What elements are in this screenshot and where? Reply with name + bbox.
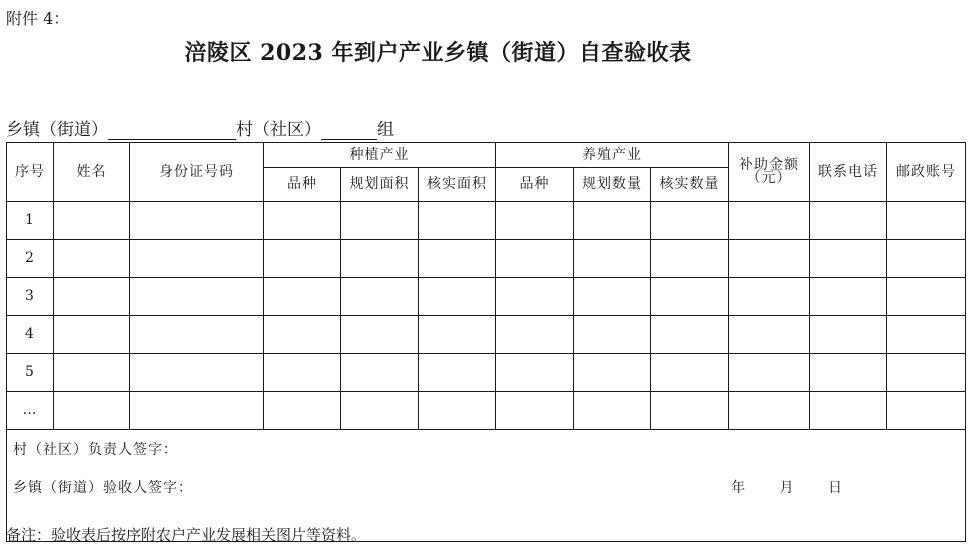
- table-cell[interactable]: [496, 316, 574, 354]
- table-cell[interactable]: [729, 354, 810, 392]
- row-seq: 1: [7, 202, 54, 240]
- table-cell[interactable]: [264, 354, 341, 392]
- table-cell[interactable]: [651, 354, 729, 392]
- table-cell[interactable]: [496, 392, 574, 430]
- table-cell[interactable]: [54, 240, 130, 278]
- table-cell[interactable]: [574, 316, 651, 354]
- attachment-label: 附件 4：: [6, 9, 70, 28]
- row-seq: 4: [7, 316, 54, 354]
- table-cell[interactable]: [574, 202, 651, 240]
- town-signature-label: 乡镇（街道）验收人签字：: [13, 480, 193, 496]
- table-cell[interactable]: [574, 392, 651, 430]
- table-cell[interactable]: [729, 202, 810, 240]
- header-breeding-verified-qty: 核实数量: [651, 168, 729, 202]
- table-cell[interactable]: [419, 202, 496, 240]
- table-cell[interactable]: [341, 392, 419, 430]
- village-blank[interactable]: [321, 119, 377, 140]
- header-breeding: 养殖产业: [496, 143, 729, 168]
- table-cell[interactable]: [574, 278, 651, 316]
- table-cell[interactable]: [419, 316, 496, 354]
- table-cell[interactable]: [419, 240, 496, 278]
- table-cell[interactable]: [651, 278, 729, 316]
- table-cell[interactable]: [574, 240, 651, 278]
- table-cell[interactable]: [54, 316, 130, 354]
- town-label: 乡镇（街道）: [6, 120, 108, 140]
- table-cell[interactable]: [264, 202, 341, 240]
- inspection-table: [6, 142, 966, 542]
- village-label: 村（社区）: [236, 120, 321, 140]
- footnote: 备注：验收表后按序附农户产业发展相关图片等资料。: [6, 526, 367, 544]
- table-row: [7, 354, 966, 392]
- table-cell[interactable]: [130, 278, 264, 316]
- table-cell[interactable]: [264, 278, 341, 316]
- table-cell[interactable]: [264, 392, 341, 430]
- header-planting: 种植产业: [264, 143, 496, 168]
- table-cell[interactable]: [496, 354, 574, 392]
- table-cell[interactable]: [130, 202, 264, 240]
- table-cell[interactable]: [810, 354, 887, 392]
- header-phone: 联系电话: [810, 143, 887, 202]
- table-cell[interactable]: [130, 316, 264, 354]
- table-cell[interactable]: [496, 240, 574, 278]
- table-cell[interactable]: [130, 354, 264, 392]
- table-cell[interactable]: [341, 278, 419, 316]
- table-cell[interactable]: [54, 278, 130, 316]
- table-cell[interactable]: [574, 354, 651, 392]
- header-planting-planned-area: 规划面积: [341, 168, 419, 202]
- header-breeding-variety: 品种: [496, 168, 574, 202]
- header-planting-variety: 品种: [264, 168, 341, 202]
- table-cell[interactable]: [729, 392, 810, 430]
- table-cell[interactable]: [887, 240, 966, 278]
- table-cell[interactable]: [54, 202, 130, 240]
- header-seq: 序号: [7, 143, 54, 202]
- table-cell[interactable]: [341, 316, 419, 354]
- table-cell[interactable]: [887, 202, 966, 240]
- table-cell[interactable]: [341, 240, 419, 278]
- table-cell[interactable]: [651, 240, 729, 278]
- table-cell[interactable]: [54, 354, 130, 392]
- table-cell[interactable]: [810, 392, 887, 430]
- table-row: [7, 202, 966, 240]
- table-cell[interactable]: [887, 316, 966, 354]
- table-cell[interactable]: [651, 202, 729, 240]
- table-cell[interactable]: [651, 392, 729, 430]
- table-cell[interactable]: [810, 202, 887, 240]
- table-cell[interactable]: [651, 316, 729, 354]
- table-row: [7, 240, 966, 278]
- table-cell[interactable]: [341, 202, 419, 240]
- table-cell[interactable]: [264, 240, 341, 278]
- table-row: [7, 278, 966, 316]
- table-cell[interactable]: [729, 240, 810, 278]
- table-cell[interactable]: [887, 392, 966, 430]
- row-seq: 5: [7, 354, 54, 392]
- table-cell[interactable]: [54, 392, 130, 430]
- town-blank[interactable]: [108, 119, 236, 140]
- table-row: [7, 316, 966, 354]
- header-id-number: 身份证号码: [130, 143, 264, 202]
- table-cell[interactable]: [130, 240, 264, 278]
- location-line: [6, 115, 394, 140]
- table-cell[interactable]: [130, 392, 264, 430]
- table-cell[interactable]: [419, 392, 496, 430]
- table-cell[interactable]: [729, 316, 810, 354]
- table-cell[interactable]: [887, 278, 966, 316]
- table-cell[interactable]: [496, 202, 574, 240]
- header-subsidy: 补助金额（元）: [729, 143, 810, 202]
- table-cell[interactable]: [419, 278, 496, 316]
- table-cell[interactable]: [729, 278, 810, 316]
- header-postal-account: 邮政账号: [887, 143, 966, 202]
- table-cell[interactable]: [810, 240, 887, 278]
- header-planting-verified-area: 核实面积: [419, 168, 496, 202]
- row-seq: …: [7, 392, 54, 430]
- table-cell[interactable]: [496, 278, 574, 316]
- group-label: 组: [377, 120, 394, 140]
- village-signature-label: 村（社区）负责人签字：: [13, 442, 178, 458]
- table-cell[interactable]: [810, 278, 887, 316]
- header-breeding-planned-qty: 规划数量: [574, 168, 651, 202]
- row-seq: 3: [7, 278, 54, 316]
- date-label: 年 月 日: [731, 480, 844, 496]
- header-name: 姓名: [54, 143, 130, 202]
- table-cell[interactable]: [341, 354, 419, 392]
- table-row: [7, 392, 966, 430]
- page-title: 涪陵区 2023 年到户产业乡镇（街道）自查验收表: [184, 40, 692, 66]
- table-cell[interactable]: [419, 354, 496, 392]
- table-cell[interactable]: [264, 316, 341, 354]
- table-cell[interactable]: [887, 354, 966, 392]
- row-seq: 2: [7, 240, 54, 278]
- table-cell[interactable]: [810, 316, 887, 354]
